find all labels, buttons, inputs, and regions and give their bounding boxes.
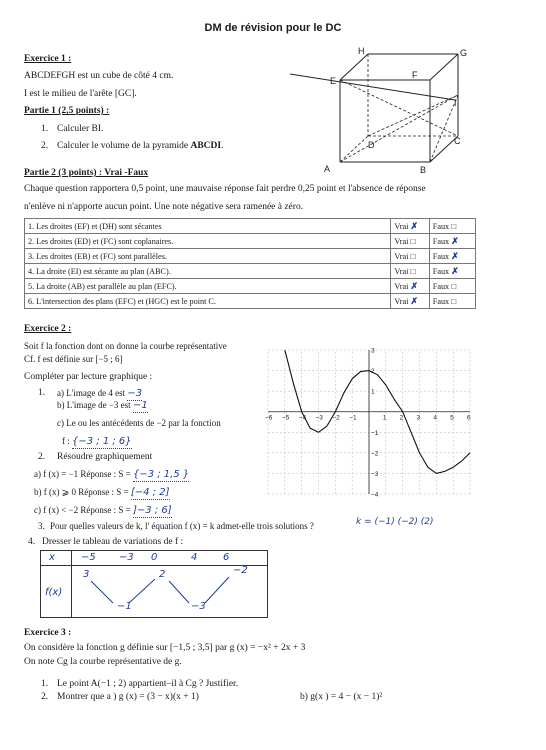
y-tick-label: −1 <box>371 429 379 437</box>
ex3-q1-text: Le point A(−1 ; 2) appartient–il à Cg ? Justifier. <box>57 679 239 689</box>
variation-f-2: 2 <box>159 569 166 580</box>
x-tick-label: −2 <box>332 414 340 422</box>
vf-false-checkbox[interactable] <box>429 249 475 264</box>
ex2-item-2-number: 2. <box>38 452 46 462</box>
ex3-line-1: On considère la fonction g définie sur [−1,5 ; 3,5] par g (x) = −x² + 2x + 3 <box>24 643 306 653</box>
ex1-line-1: ABCDEFGH est un cube de côté 4 cm. <box>24 71 174 81</box>
check-mark-icon: ✗ <box>410 220 419 231</box>
x-tick-label: 6 <box>467 414 471 422</box>
ex3-q2-number: 2. <box>41 692 49 702</box>
vf-question: 3. Les droites (EB) et (FC) sont parallèles. <box>25 249 391 264</box>
vf-false-checkbox[interactable] <box>429 264 475 279</box>
cube-label-f: F <box>412 70 418 80</box>
vf-true-checkbox[interactable]: Vrai □ <box>391 249 429 264</box>
check-mark-icon: ✗ <box>451 265 459 276</box>
ex2-complete: Compléter par lecture graphique : <box>24 372 153 382</box>
cube-label-g: G <box>460 48 468 58</box>
ex1-q2-number: 2. <box>41 141 49 151</box>
variation-f-1: −1 <box>117 601 132 612</box>
vf-true-checkbox[interactable]: Vrai □ <box>391 264 429 279</box>
x-tick-label: −3 <box>315 414 323 422</box>
y-tick-label: −4 <box>371 491 379 499</box>
variation-f-3: −3 <box>191 601 206 612</box>
cube-figure <box>290 44 470 176</box>
ex2-eq-a: a) f (x) = −1 Réponse : S = {−3 ; 1,5 } <box>34 469 190 480</box>
vf-row <box>25 264 476 279</box>
exercise-2-heading: Exercice 2 : <box>24 324 72 334</box>
variation-table <box>40 550 268 618</box>
ex2-q3: Pour quelles valeurs de k, l' équation f (x) = k admet-elle trois solutions ? <box>50 521 314 531</box>
x-tick-label: −1 <box>349 414 357 422</box>
cube-label-i: I <box>454 98 457 108</box>
ex1-part-2-heading: Partie 2 (3 points) : Vrai -Faux <box>24 168 149 178</box>
x-tick-label: 4 <box>433 414 437 422</box>
vf-false-label: Faux <box>432 266 450 276</box>
ex2-q4: Dresser le tableau de variations de f : <box>42 537 184 547</box>
variation-x-2: 0 <box>151 552 158 563</box>
y-tick-label: 3 <box>371 347 375 355</box>
vf-true-checkbox[interactable] <box>391 219 429 234</box>
cube-label-d: D <box>368 140 375 150</box>
ex2-intro-1: Soit f la fonction dont on donne la courbe représentative <box>24 341 227 351</box>
ex1-rule-line-1: Chaque question rapportera 0,5 point, une mauvaise réponse fait perdre 0,25 point et l'absence de réponse <box>24 184 426 194</box>
vf-true-checkbox[interactable] <box>391 294 429 309</box>
vf-true-label: Vrai <box>394 281 409 291</box>
variation-f-0: 3 <box>83 569 90 580</box>
ex2-q-1b: b) L'image de −3 est −1 <box>57 400 148 411</box>
vf-question: 2. Les droites (ED) et (FC) sont coplanaires. <box>25 234 391 249</box>
ex2-eq-c: c) f (x) < −2 Réponse : S = ]−3 ; 6] <box>34 505 172 516</box>
y-tick-label: 1 <box>371 388 375 396</box>
x-tick-label: −4 <box>298 414 307 422</box>
ex2-resolve: Résoudre graphiquement <box>57 452 153 462</box>
answer-1c: {−3 ; 1 ; 6} <box>72 436 132 447</box>
check-mark-icon: ✗ <box>410 295 419 306</box>
arrow-increasing-2 <box>205 577 229 603</box>
variation-fx-label: f(x) <box>45 587 63 598</box>
ex1-part-1-heading: Partie 1 (2,5 points) : <box>24 106 110 116</box>
ex2-q-1c: c) Le ou les antécédents de −2 par la fonction <box>57 418 221 428</box>
x-tick-label: −6 <box>265 414 273 422</box>
y-tick-label: −3 <box>371 470 379 478</box>
answer-1a: −3 <box>127 388 143 399</box>
y-tick-label: −2 <box>371 450 379 458</box>
check-mark-icon: ✗ <box>410 280 419 291</box>
vf-false-label: Faux <box>432 251 450 261</box>
x-tick-label: 3 <box>416 414 421 422</box>
vf-false-checkbox[interactable]: Faux □ <box>429 294 475 309</box>
x-tick-label: −5 <box>281 414 290 422</box>
ex3-q2b-text: b) g(x ) = 4 − (x − 1)² <box>300 692 383 702</box>
vf-row <box>25 249 476 264</box>
ex2-item-3-number: 3. <box>38 521 45 531</box>
vf-true-label: Vrai <box>394 221 409 231</box>
vf-true-label: Vrai <box>394 296 409 306</box>
true-false-table <box>24 218 476 309</box>
vf-row <box>25 219 476 234</box>
ex1-line-2: I est le milieu de l'arête [GC]. <box>24 89 137 99</box>
vf-row <box>25 279 476 294</box>
vf-true-checkbox[interactable] <box>391 279 429 294</box>
x-tick-label: 2 <box>399 414 404 422</box>
arrow-decreasing-1 <box>91 581 113 603</box>
variation-x-0: −5 <box>81 552 96 563</box>
x-tick-label: 1 <box>382 414 387 422</box>
arrow-increasing-1 <box>129 579 155 603</box>
vf-question: 1. Les droites (EF) et (DH) sont sécantes <box>25 219 391 234</box>
variation-x-1: −3 <box>119 552 134 563</box>
vf-false-checkbox[interactable]: Faux □ <box>429 219 475 234</box>
ex1-q1-text: Calculer BI. <box>57 124 104 134</box>
answer-1b: −1 <box>132 400 148 411</box>
answer-q3: k = (−1) (−2) (2) <box>356 517 434 527</box>
cube-label-c: C <box>454 136 461 146</box>
cube-label-b: B <box>420 165 427 175</box>
arrow-decreasing-2 <box>169 581 189 603</box>
variation-f-4: −2 <box>233 565 248 576</box>
ex2-eq-b: b) f (x) ⩾ 0 Réponse : S = [−4 ; 2] <box>34 487 170 498</box>
check-mark-icon: ✗ <box>451 250 459 261</box>
vf-true-checkbox[interactable]: Vrai □ <box>391 234 429 249</box>
ex1-rule-line-2: n'enlève ni n'apporte aucun point. Une note négative sera ramenée à zéro. <box>24 202 304 212</box>
variation-arrows <box>41 551 267 617</box>
vf-row <box>25 294 476 309</box>
vf-false-label: Faux <box>432 236 450 246</box>
cube-label-a: A <box>324 164 331 174</box>
variation-x-3: 4 <box>191 552 198 563</box>
answer-eq-a: {−3 ; 1,5 } <box>132 469 190 480</box>
variation-x-4: 6 <box>223 552 230 563</box>
variation-x-label: x <box>49 552 55 563</box>
cube-label-h: H <box>358 46 365 56</box>
ex3-line-2: On note Cg la courbe représentative de g. <box>24 657 182 667</box>
ex1-q2-text: Calculer le volume de la pyramide ABCDI. <box>57 141 224 151</box>
vf-question: 5. La droite (AB) est parallèle au plan (EFC). <box>25 279 391 294</box>
ex3-q1-number: 1. <box>41 679 49 689</box>
ex2-intro-2: Cf. f est définie sur [−5 ; 6] <box>24 354 123 364</box>
ex1-q1-number: 1. <box>41 124 49 134</box>
vf-question: 4. La droite (EI) est sécante au plan (ABC). <box>25 264 391 279</box>
exercise-3-heading: Exercice 3 : <box>24 628 72 638</box>
vf-row <box>25 234 476 249</box>
exercise-1-heading: Exercice 1 : <box>24 54 72 64</box>
x-tick-label: 5 <box>450 414 454 422</box>
ex2-q-1c-answer-line: f : {−3 ; 1 ; 6} <box>62 436 132 447</box>
answer-eq-c: ]−3 ; 6] <box>132 505 172 516</box>
vf-false-checkbox[interactable] <box>429 234 475 249</box>
page-title: DM de révision pour le DC <box>204 22 342 34</box>
ex2-q-1a: a) L'image de 4 est −3 <box>57 388 143 399</box>
check-mark-icon: ✗ <box>451 235 459 246</box>
y-tick-label: 2 <box>371 368 375 376</box>
ex2-item-4-number: 4. <box>28 537 36 547</box>
vf-question: 6. L'intersection des plans (EFC) et (HGC) est le point C. <box>25 294 391 309</box>
ex2-item-1-number: 1. <box>38 388 46 398</box>
cube-label-e: E <box>330 76 337 86</box>
vf-false-checkbox[interactable]: Faux □ <box>429 279 475 294</box>
answer-eq-b: [−4 ; 2] <box>130 487 170 498</box>
ex3-q2-text: Montrer que a ) g (x) = (3 − x)(x + 1) <box>57 692 199 702</box>
function-graph <box>262 342 476 500</box>
